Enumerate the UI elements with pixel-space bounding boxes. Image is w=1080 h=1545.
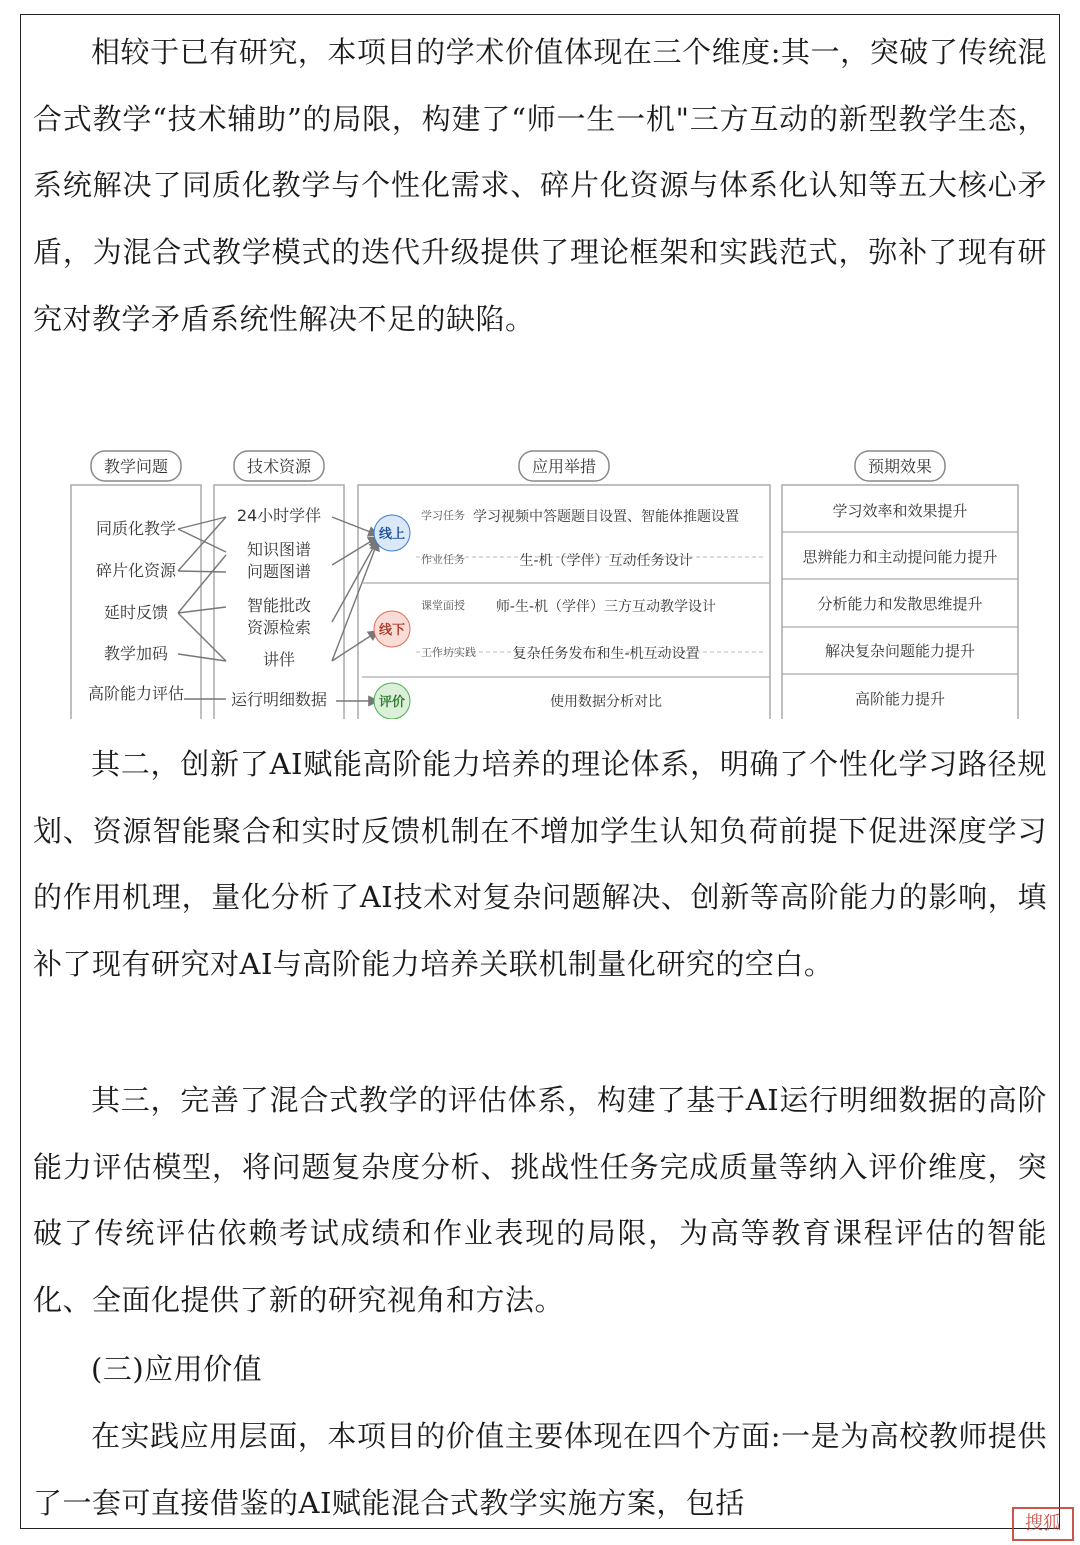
effect-item: 学习效率和效果提升 bbox=[832, 502, 968, 520]
watermark-logo: 搜狐 bbox=[1012, 1507, 1074, 1541]
measure-text: 生-机（学伴）互动任务设计 bbox=[519, 553, 693, 569]
problem-item: 教学加码 bbox=[103, 644, 169, 663]
problem-item: 碎片化资源 bbox=[95, 561, 177, 580]
measure-text: 使用数据分析对比 bbox=[550, 694, 662, 710]
paragraph-academic-value-2: 其二，创新了AI赋能高阶能力培养的理论体系，明确了个性化学习路径规划、资源智能聚合和实时反馈机制在不增加学生认知负荷前提下促进深度学习的作用机理，量化分析了AI技术对复杂问题解决、创新等高阶能力的影响，填补了现有研究对AI与高阶能力培养关联机制量化研究的空白。 bbox=[33, 747, 1047, 982]
problem-item: 同质化教学 bbox=[95, 519, 177, 538]
framework-diagram-svg bbox=[66, 437, 1026, 719]
measure-text: 学习视频中答题题目设置、智能体推题设置 bbox=[473, 509, 739, 525]
evaluation-stage-label: 评价 bbox=[378, 695, 406, 710]
paragraph-academic-value-3: 其三，完善了混合式教学的评估体系，构建了基于AI运行明细数据的高阶能力评估模型，将问题复杂度分析、挑战性任务完成质量等纳入评价维度，突破了传统评估依赖考试成绩和作业表现的局限，为高等教育课程评估的智能化、全面化提供了新的研究视角和方法。 bbox=[33, 1083, 1047, 1318]
problem-item: 延时反馈 bbox=[103, 603, 169, 622]
online-stage-label: 线上 bbox=[378, 527, 406, 542]
header-problems: 教学问题 bbox=[103, 457, 169, 476]
section-heading-application-value: (三)应用价值 bbox=[91, 1352, 263, 1386]
resource-item: 问题图谱 bbox=[246, 562, 312, 581]
effect-item: 高阶能力提升 bbox=[854, 690, 946, 708]
framework-diagram bbox=[66, 437, 1026, 719]
paragraph-application-value: 在实践应用层面，本项目的价值主要体现在四个方面:一是为高校教师提供了一套可直接借鉴的AI赋能混合式教学实施方案，包括 bbox=[33, 1419, 1047, 1520]
document-page bbox=[20, 14, 1060, 1529]
resource-item: 讲伴 bbox=[262, 650, 296, 669]
measure-text: 师-生-机（学伴）三方互动教学设计 bbox=[495, 599, 717, 615]
header-measures: 应用举措 bbox=[531, 457, 597, 476]
problem-resource-links bbox=[178, 517, 226, 699]
resource-item: 知识图谱 bbox=[246, 540, 312, 559]
header-effects: 预期效果 bbox=[867, 457, 933, 476]
measure-text: 复杂任务发布和生-机互动设置 bbox=[512, 646, 700, 662]
resource-item: 运行明细数据 bbox=[230, 690, 328, 709]
resource-item: 资源检索 bbox=[246, 618, 312, 637]
measure-tag: 工作坊实践 bbox=[421, 646, 476, 659]
effect-item: 分析能力和发散思维提升 bbox=[817, 595, 983, 613]
measure-tag: 作业任务 bbox=[421, 553, 465, 566]
paragraph-academic-value-1: 相较于已有研究，本项目的学术价值体现在三个维度:其一，突破了传统混合式教学“技术辅助”的局限，构建了“师一生一机"三方互动的新型教学生态，系统解决了同质化教学与个性化需求、碎片化资源与体系化认知等五大核心矛盾，为混合式教学模式的迭代升级提供了理论框架和实践范式，弥补了现有研究对教学矛盾系统性解决不足的缺陷。 bbox=[33, 35, 1047, 336]
header-resources: 技术资源 bbox=[246, 457, 312, 476]
problem-item: 高阶能力评估 bbox=[87, 684, 185, 703]
offline-stage-label: 线下 bbox=[378, 623, 406, 638]
measure-tag: 课堂面授 bbox=[421, 599, 465, 612]
measure-tag: 学习任务 bbox=[421, 509, 465, 522]
measures-section-lines bbox=[362, 583, 770, 677]
resource-item: 24小时学伴 bbox=[236, 506, 322, 525]
effect-item: 思辨能力和主动提问能力提升 bbox=[802, 548, 998, 566]
effect-item: 解决复杂问题能力提升 bbox=[824, 642, 976, 660]
resource-item: 智能批改 bbox=[246, 596, 312, 615]
resource-stage-links bbox=[332, 517, 378, 701]
